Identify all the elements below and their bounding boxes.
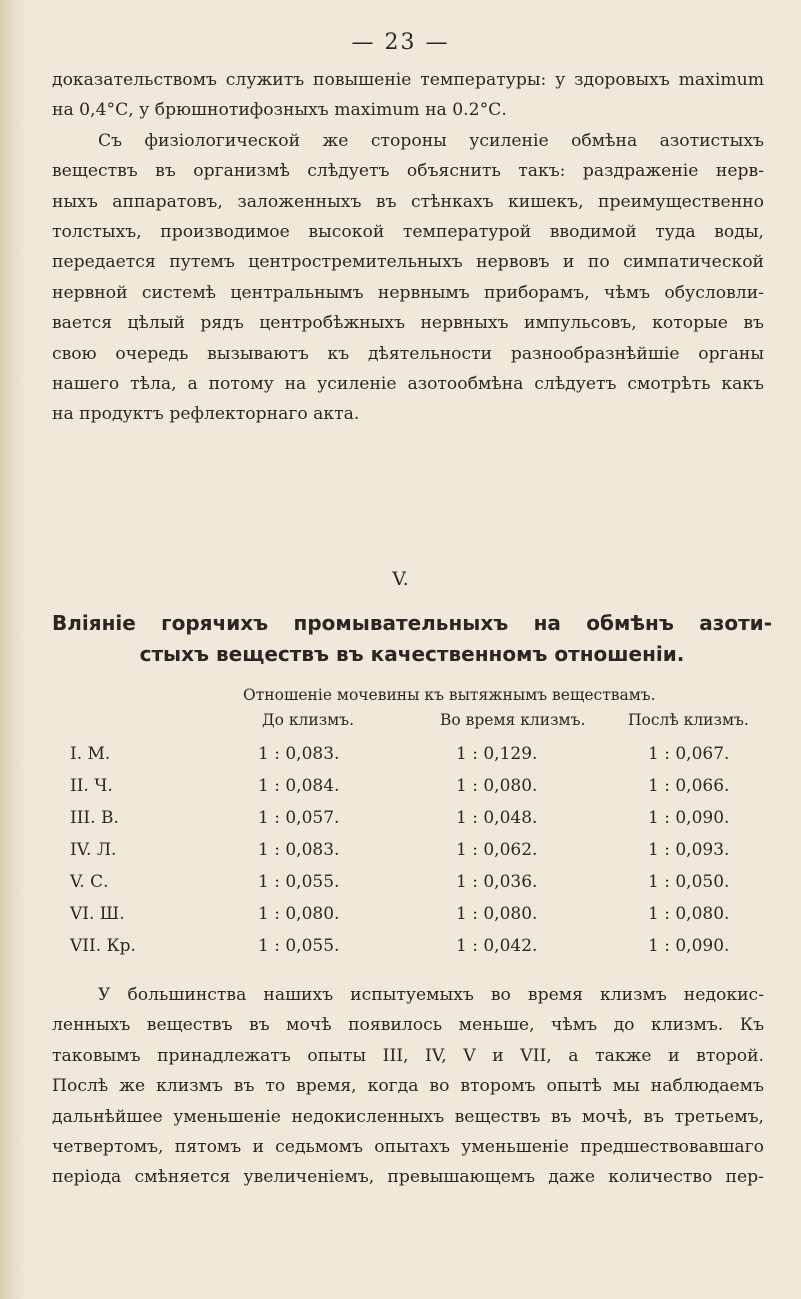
table-row	[0, 808, 801, 840]
ratio-after: 1 : 0,093.	[648, 840, 730, 860]
column-header-after: Послѣ клизмъ.	[628, 711, 749, 729]
text-line: веществъ въ организмѣ слѣдуетъ объяснить такъ: раздраженіе нерв-	[52, 161, 764, 182]
ratio-before: 1 : 0,057.	[258, 808, 340, 828]
ratio-during: 1 : 0,080.	[456, 904, 538, 924]
ratio-during: 1 : 0,042.	[456, 936, 538, 956]
ratio-before: 1 : 0,084.	[258, 776, 340, 796]
page-edge-shadow	[0, 0, 26, 1299]
page-number: — 23 —	[351, 30, 450, 55]
text-line: Съ физіологической же стороны усиленіе обмѣна азотистыхъ	[98, 130, 764, 151]
subject-label: I. М.	[70, 744, 111, 764]
table-row	[0, 936, 801, 968]
ratio-after: 1 : 0,080.	[648, 904, 730, 924]
text-line: на 0,4°С, у брюшнотифозныхъ maximum на 0.2°С.	[52, 100, 507, 121]
subject-label: IV. Л.	[70, 840, 117, 860]
ratio-before: 1 : 0,080.	[258, 904, 340, 924]
ratio-after: 1 : 0,067.	[648, 744, 730, 764]
ratio-during: 1 : 0,129.	[456, 744, 538, 764]
subject-label: V. С.	[70, 872, 109, 892]
ratio-during: 1 : 0,048.	[456, 808, 538, 828]
ratio-before: 1 : 0,055.	[258, 936, 340, 956]
text-line: на продуктъ рефлекторнаго акта.	[52, 404, 360, 425]
text-line: передается путемъ центростремительныхъ нервовъ и по симпатической	[52, 252, 764, 273]
subject-label: III. В.	[70, 808, 119, 828]
section-title-line: Вліяніе горячихъ промывательныхъ на обмѣнъ азоти-	[52, 611, 772, 635]
paragraph-2	[52, 980, 764, 1193]
table-row	[0, 776, 801, 808]
text-line: толстыхъ, производимое высокой температурой вводимой туда воды,	[52, 222, 764, 243]
section-title-line: стыхъ веществъ въ качественномъ отношеніи.	[139, 642, 685, 666]
ratio-after: 1 : 0,090.	[648, 936, 730, 956]
ratio-before: 1 : 0,083.	[258, 744, 340, 764]
text-line: Послѣ же клизмъ въ то время, когда во второмъ опытѣ мы наблюдаемъ	[52, 1076, 764, 1097]
table-caption: Отношеніе мочевины къ вытяжнымъ веществамъ.	[243, 686, 656, 704]
paragraph-1	[52, 65, 764, 430]
ratio-after: 1 : 0,066.	[648, 776, 730, 796]
table-row	[0, 744, 801, 776]
text-line: ленныхъ веществъ въ мочѣ появилось меньше, чѣмъ до клизмъ. Къ	[52, 1015, 764, 1036]
text-line: четвертомъ, пятомъ и седьмомъ опытахъ уменьшеніе предшествовавшаго	[52, 1137, 764, 1158]
ratio-after: 1 : 0,050.	[648, 872, 730, 892]
section-number: V.	[392, 568, 409, 590]
subject-label: VI. Ш.	[70, 904, 125, 924]
ratio-during: 1 : 0,036.	[456, 872, 538, 892]
ratio-after: 1 : 0,090.	[648, 808, 730, 828]
subject-label: II. Ч.	[70, 776, 113, 796]
text-line: періода смѣняется увеличеніемъ, превышающемъ даже количество пер-	[52, 1167, 764, 1188]
text-line: нервной системѣ центральнымъ нервнымъ приборамъ, чѣмъ обусловли-	[52, 282, 764, 303]
table-row	[0, 840, 801, 872]
text-line: У большинства нашихъ испытуемыхъ во время клизмъ недокис-	[98, 985, 764, 1005]
column-header-during: Во время клизмъ.	[440, 711, 586, 729]
text-line: ныхъ аппаратовъ, заложенныхъ въ стѣнкахъ кишекъ, преимущественно	[52, 191, 764, 212]
text-line: таковымъ принадлежатъ опыты III, IV, V и VII, а также и второй.	[52, 1045, 764, 1066]
ratio-during: 1 : 0,080.	[456, 776, 538, 796]
subject-label: VII. Кр.	[70, 936, 136, 956]
text-line: дальнѣйшее уменьшеніе недокисленныхъ веществъ въ мочѣ, въ третьемъ,	[52, 1106, 764, 1127]
ratio-during: 1 : 0,062.	[456, 840, 538, 860]
table-row	[0, 904, 801, 936]
text-line: доказательствомъ служитъ повышеніе температуры: у здоровыхъ maximum	[52, 70, 764, 90]
text-line: свою очередь вызываютъ къ дѣятельности разнообразнѣйшіе органы	[52, 343, 764, 364]
section-title	[52, 608, 772, 670]
text-line: нашего тѣла, а потому на усиленіе азотообмѣна слѣдуетъ смотрѣть какъ	[52, 374, 764, 395]
text-line: вается цѣлый рядъ центробѣжныхъ нервныхъ импульсовъ, которые въ	[52, 313, 764, 334]
column-header-before: До клизмъ.	[262, 711, 355, 729]
ratio-before: 1 : 0,083.	[258, 840, 340, 860]
ratio-before: 1 : 0,055.	[258, 872, 340, 892]
table-row	[0, 872, 801, 904]
